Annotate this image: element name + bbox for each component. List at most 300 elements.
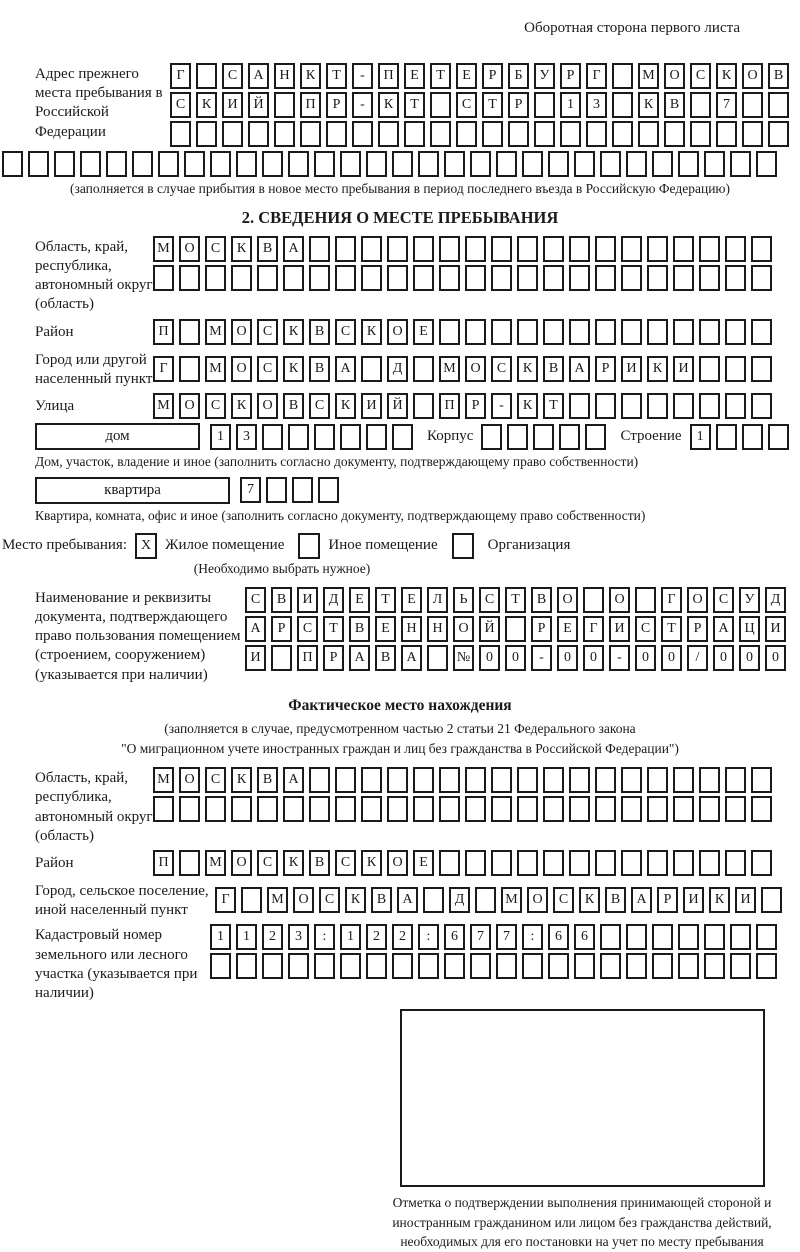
char-cell[interactable]: В — [271, 587, 292, 613]
char-cell[interactable] — [638, 121, 659, 147]
char-cell[interactable]: В — [664, 92, 685, 118]
char-cell[interactable] — [652, 953, 673, 979]
char-cell[interactable]: П — [439, 393, 460, 419]
char-cell[interactable]: И — [609, 616, 630, 642]
char-cell[interactable]: 3 — [236, 424, 257, 450]
char-cell[interactable] — [465, 319, 486, 345]
char-cell[interactable]: К — [378, 92, 399, 118]
char-cell[interactable] — [392, 424, 413, 450]
char-cell[interactable] — [340, 953, 361, 979]
char-cell[interactable] — [309, 767, 330, 793]
char-cell[interactable] — [413, 236, 434, 262]
char-cell[interactable]: К — [647, 356, 668, 382]
char-cell[interactable] — [179, 850, 200, 876]
char-cell[interactable] — [673, 850, 694, 876]
char-cell[interactable] — [768, 92, 789, 118]
char-cell[interactable] — [326, 121, 347, 147]
char-cell[interactable] — [444, 953, 465, 979]
char-cell[interactable] — [470, 151, 491, 177]
char-cell[interactable]: П — [378, 63, 399, 89]
char-cell[interactable] — [465, 796, 486, 822]
char-cell[interactable]: Й — [479, 616, 500, 642]
char-cell[interactable]: К — [579, 887, 600, 913]
char-cell[interactable] — [361, 767, 382, 793]
char-cell[interactable] — [647, 767, 668, 793]
char-cell[interactable]: Ь — [453, 587, 474, 613]
char-cell[interactable]: К — [231, 393, 252, 419]
char-cell[interactable]: Е — [413, 319, 434, 345]
char-cell[interactable] — [236, 953, 257, 979]
char-cell[interactable] — [569, 767, 590, 793]
char-cell[interactable] — [262, 953, 283, 979]
char-cell[interactable] — [210, 953, 231, 979]
char-cell[interactable]: О — [231, 319, 252, 345]
char-cell[interactable]: - — [352, 92, 373, 118]
char-cell[interactable] — [241, 887, 262, 913]
char-cell[interactable] — [340, 424, 361, 450]
char-cell[interactable]: Р — [508, 92, 529, 118]
char-cell[interactable]: В — [309, 356, 330, 382]
char-cell[interactable] — [288, 151, 309, 177]
char-cell[interactable]: О — [687, 587, 708, 613]
char-cell[interactable] — [595, 796, 616, 822]
char-cell[interactable] — [612, 92, 633, 118]
char-cell[interactable] — [404, 121, 425, 147]
char-cell[interactable] — [725, 850, 746, 876]
char-cell[interactable] — [673, 393, 694, 419]
char-cell[interactable]: 6 — [444, 924, 465, 950]
char-cell[interactable]: - — [531, 645, 552, 671]
char-cell[interactable] — [756, 924, 777, 950]
char-cell[interactable] — [465, 265, 486, 291]
char-cell[interactable] — [751, 850, 772, 876]
char-cell[interactable] — [262, 424, 283, 450]
char-cell[interactable]: П — [297, 645, 318, 671]
char-cell[interactable]: Т — [505, 587, 526, 613]
char-cell[interactable]: А — [248, 63, 269, 89]
char-cell[interactable]: 2 — [262, 924, 283, 950]
char-cell[interactable] — [761, 887, 782, 913]
char-cell[interactable]: : — [314, 924, 335, 950]
char-cell[interactable] — [543, 850, 564, 876]
char-cell[interactable] — [361, 265, 382, 291]
char-cell[interactable] — [730, 953, 751, 979]
char-cell[interactable] — [179, 796, 200, 822]
char-cell[interactable]: В — [768, 63, 789, 89]
char-cell[interactable]: И — [673, 356, 694, 382]
char-cell[interactable] — [106, 151, 127, 177]
char-cell[interactable] — [465, 850, 486, 876]
char-cell[interactable]: К — [638, 92, 659, 118]
char-cell[interactable] — [751, 767, 772, 793]
char-cell[interactable] — [690, 121, 711, 147]
char-cell[interactable] — [439, 796, 460, 822]
char-cell[interactable]: И — [621, 356, 642, 382]
char-cell[interactable]: О — [179, 236, 200, 262]
char-cell[interactable] — [517, 265, 538, 291]
char-cell[interactable]: 2 — [392, 924, 413, 950]
char-cell[interactable]: М — [205, 356, 226, 382]
char-cell[interactable]: Т — [482, 92, 503, 118]
char-cell[interactable]: 7 — [496, 924, 517, 950]
char-cell[interactable] — [569, 393, 590, 419]
char-cell[interactable] — [132, 151, 153, 177]
char-cell[interactable] — [366, 151, 387, 177]
char-cell[interactable]: О — [179, 393, 200, 419]
char-cell[interactable] — [423, 887, 444, 913]
char-cell[interactable] — [664, 121, 685, 147]
char-cell[interactable] — [335, 767, 356, 793]
char-cell[interactable]: 7 — [240, 477, 261, 503]
char-cell[interactable] — [361, 796, 382, 822]
char-cell[interactable] — [517, 767, 538, 793]
char-cell[interactable] — [274, 121, 295, 147]
char-cell[interactable]: А — [245, 616, 266, 642]
char-cell[interactable] — [716, 424, 737, 450]
char-cell[interactable]: Н — [427, 616, 448, 642]
char-cell[interactable]: С — [205, 393, 226, 419]
char-cell[interactable] — [465, 767, 486, 793]
char-cell[interactable]: И — [765, 616, 786, 642]
char-cell[interactable]: Р — [326, 92, 347, 118]
char-cell[interactable]: В — [257, 236, 278, 262]
char-cell[interactable] — [730, 151, 751, 177]
char-cell[interactable] — [742, 121, 763, 147]
char-cell[interactable] — [751, 319, 772, 345]
char-cell[interactable] — [170, 121, 191, 147]
char-cell[interactable] — [586, 121, 607, 147]
char-cell[interactable]: 1 — [690, 424, 711, 450]
char-cell[interactable] — [635, 587, 656, 613]
char-cell[interactable] — [335, 265, 356, 291]
char-cell[interactable]: Б — [508, 63, 529, 89]
char-cell[interactable] — [482, 121, 503, 147]
char-cell[interactable] — [309, 796, 330, 822]
char-cell[interactable] — [647, 796, 668, 822]
char-cell[interactable]: Г — [153, 356, 174, 382]
char-cell[interactable] — [756, 953, 777, 979]
char-cell[interactable] — [704, 151, 725, 177]
char-cell[interactable]: С — [205, 767, 226, 793]
char-cell[interactable]: К — [517, 393, 538, 419]
char-cell[interactable] — [548, 953, 569, 979]
char-cell[interactable]: О — [465, 356, 486, 382]
char-cell[interactable]: М — [205, 850, 226, 876]
char-cell[interactable]: А — [631, 887, 652, 913]
char-cell[interactable] — [352, 121, 373, 147]
char-cell[interactable] — [534, 92, 555, 118]
char-cell[interactable]: К — [196, 92, 217, 118]
char-cell[interactable] — [673, 767, 694, 793]
char-cell[interactable] — [257, 265, 278, 291]
char-cell[interactable]: И — [297, 587, 318, 613]
char-cell[interactable] — [517, 236, 538, 262]
char-cell[interactable] — [456, 121, 477, 147]
char-cell[interactable]: Р — [465, 393, 486, 419]
char-cell[interactable] — [699, 796, 720, 822]
char-cell[interactable] — [569, 796, 590, 822]
char-cell[interactable]: С — [257, 319, 278, 345]
char-cell[interactable] — [153, 796, 174, 822]
char-cell[interactable]: Г — [661, 587, 682, 613]
char-cell[interactable]: Ц — [739, 616, 760, 642]
char-cell[interactable] — [751, 236, 772, 262]
char-cell[interactable]: В — [349, 616, 370, 642]
char-cell[interactable] — [751, 265, 772, 291]
char-cell[interactable] — [756, 151, 777, 177]
char-cell[interactable]: О — [293, 887, 314, 913]
char-cell[interactable] — [413, 796, 434, 822]
char-cell[interactable]: Й — [248, 92, 269, 118]
char-cell[interactable]: С — [170, 92, 191, 118]
char-cell[interactable] — [559, 424, 580, 450]
char-cell[interactable]: М — [205, 319, 226, 345]
char-cell[interactable]: К — [716, 63, 737, 89]
char-cell[interactable]: 6 — [548, 924, 569, 950]
char-cell[interactable]: 0 — [583, 645, 604, 671]
char-cell[interactable] — [439, 236, 460, 262]
char-cell[interactable]: С — [553, 887, 574, 913]
char-cell[interactable] — [716, 121, 737, 147]
char-cell[interactable] — [522, 953, 543, 979]
char-cell[interactable]: В — [531, 587, 552, 613]
char-cell[interactable]: И — [222, 92, 243, 118]
char-cell[interactable] — [673, 236, 694, 262]
char-cell[interactable]: 0 — [635, 645, 656, 671]
char-cell[interactable]: С — [335, 850, 356, 876]
char-cell[interactable] — [768, 121, 789, 147]
char-cell[interactable] — [387, 265, 408, 291]
char-cell[interactable] — [361, 236, 382, 262]
char-cell[interactable] — [534, 121, 555, 147]
char-cell[interactable]: С — [309, 393, 330, 419]
char-cell[interactable]: У — [534, 63, 555, 89]
char-cell[interactable]: 0 — [557, 645, 578, 671]
char-cell[interactable]: Г — [586, 63, 607, 89]
char-cell[interactable]: - — [491, 393, 512, 419]
char-cell[interactable] — [491, 236, 512, 262]
char-cell[interactable] — [205, 265, 226, 291]
char-cell[interactable] — [335, 236, 356, 262]
char-cell[interactable] — [699, 767, 720, 793]
char-cell[interactable]: О — [527, 887, 548, 913]
char-cell[interactable] — [309, 236, 330, 262]
char-cell[interactable] — [652, 151, 673, 177]
char-cell[interactable] — [314, 953, 335, 979]
char-cell[interactable]: 0 — [661, 645, 682, 671]
char-cell[interactable]: Р — [271, 616, 292, 642]
char-cell[interactable] — [678, 924, 699, 950]
char-cell[interactable] — [366, 953, 387, 979]
organization-checkbox[interactable] — [452, 533, 474, 559]
char-cell[interactable]: О — [557, 587, 578, 613]
char-cell[interactable] — [647, 850, 668, 876]
char-cell[interactable]: № — [453, 645, 474, 671]
char-cell[interactable]: Г — [583, 616, 604, 642]
char-cell[interactable]: К — [361, 850, 382, 876]
char-cell[interactable] — [725, 393, 746, 419]
char-cell[interactable] — [548, 151, 569, 177]
char-cell[interactable]: 6 — [574, 924, 595, 950]
char-cell[interactable] — [751, 393, 772, 419]
char-cell[interactable] — [413, 767, 434, 793]
char-cell[interactable]: О — [609, 587, 630, 613]
char-cell[interactable]: 1 — [210, 424, 231, 450]
char-cell[interactable] — [699, 356, 720, 382]
char-cell[interactable]: Р — [482, 63, 503, 89]
char-cell[interactable] — [196, 121, 217, 147]
char-cell[interactable]: В — [371, 887, 392, 913]
char-cell[interactable] — [569, 319, 590, 345]
char-cell[interactable] — [205, 796, 226, 822]
char-cell[interactable]: О — [664, 63, 685, 89]
char-cell[interactable] — [647, 236, 668, 262]
char-cell[interactable]: К — [231, 236, 252, 262]
char-cell[interactable] — [699, 319, 720, 345]
char-cell[interactable] — [600, 151, 621, 177]
char-cell[interactable] — [413, 356, 434, 382]
char-cell[interactable]: Р — [560, 63, 581, 89]
char-cell[interactable] — [621, 265, 642, 291]
char-cell[interactable] — [522, 151, 543, 177]
char-cell[interactable]: И — [735, 887, 756, 913]
char-cell[interactable]: К — [361, 319, 382, 345]
char-cell[interactable]: П — [153, 319, 174, 345]
char-cell[interactable]: М — [439, 356, 460, 382]
char-cell[interactable] — [543, 796, 564, 822]
char-cell[interactable] — [413, 393, 434, 419]
char-cell[interactable] — [725, 796, 746, 822]
char-cell[interactable]: 3 — [586, 92, 607, 118]
char-cell[interactable] — [595, 767, 616, 793]
char-cell[interactable] — [387, 796, 408, 822]
char-cell[interactable] — [704, 924, 725, 950]
char-cell[interactable]: О — [387, 850, 408, 876]
char-cell[interactable] — [621, 767, 642, 793]
char-cell[interactable] — [585, 424, 606, 450]
char-cell[interactable]: С — [222, 63, 243, 89]
char-cell[interactable]: 3 — [288, 924, 309, 950]
char-cell[interactable]: Н — [274, 63, 295, 89]
char-cell[interactable]: Д — [765, 587, 786, 613]
char-cell[interactable] — [725, 236, 746, 262]
char-cell[interactable] — [179, 356, 200, 382]
char-cell[interactable]: С — [297, 616, 318, 642]
char-cell[interactable] — [560, 121, 581, 147]
char-cell[interactable]: Т — [323, 616, 344, 642]
char-cell[interactable]: А — [349, 645, 370, 671]
char-cell[interactable]: М — [501, 887, 522, 913]
char-cell[interactable] — [288, 424, 309, 450]
char-cell[interactable]: К — [283, 850, 304, 876]
char-cell[interactable]: О — [387, 319, 408, 345]
char-cell[interactable] — [392, 953, 413, 979]
char-cell[interactable] — [600, 924, 621, 950]
char-cell[interactable]: С — [713, 587, 734, 613]
char-cell[interactable] — [543, 319, 564, 345]
char-cell[interactable] — [439, 265, 460, 291]
char-cell[interactable]: В — [543, 356, 564, 382]
char-cell[interactable] — [517, 319, 538, 345]
char-cell[interactable] — [387, 236, 408, 262]
char-cell[interactable]: 0 — [739, 645, 760, 671]
char-cell[interactable] — [491, 319, 512, 345]
char-cell[interactable] — [768, 424, 789, 450]
char-cell[interactable]: / — [687, 645, 708, 671]
char-cell[interactable] — [621, 796, 642, 822]
char-cell[interactable] — [647, 319, 668, 345]
char-cell[interactable] — [517, 850, 538, 876]
char-cell[interactable]: П — [153, 850, 174, 876]
char-cell[interactable] — [288, 953, 309, 979]
char-cell[interactable] — [491, 265, 512, 291]
char-cell[interactable] — [314, 151, 335, 177]
char-cell[interactable]: : — [522, 924, 543, 950]
char-cell[interactable]: Т — [326, 63, 347, 89]
char-cell[interactable] — [28, 151, 49, 177]
char-cell[interactable] — [378, 121, 399, 147]
char-cell[interactable]: 2 — [366, 924, 387, 950]
char-cell[interactable] — [158, 151, 179, 177]
char-cell[interactable]: Н — [401, 616, 422, 642]
char-cell[interactable] — [673, 265, 694, 291]
char-cell[interactable]: 7 — [716, 92, 737, 118]
char-cell[interactable]: К — [283, 319, 304, 345]
char-cell[interactable]: Р — [323, 645, 344, 671]
char-cell[interactable] — [699, 236, 720, 262]
char-cell[interactable] — [704, 953, 725, 979]
char-cell[interactable]: К — [335, 393, 356, 419]
char-cell[interactable]: Д — [387, 356, 408, 382]
char-cell[interactable]: В — [257, 767, 278, 793]
char-cell[interactable]: Е — [401, 587, 422, 613]
char-cell[interactable]: М — [153, 236, 174, 262]
char-cell[interactable] — [751, 356, 772, 382]
char-cell[interactable]: С — [491, 356, 512, 382]
char-cell[interactable] — [318, 477, 339, 503]
char-cell[interactable] — [678, 953, 699, 979]
char-cell[interactable]: М — [153, 767, 174, 793]
char-cell[interactable] — [439, 319, 460, 345]
char-cell[interactable] — [262, 151, 283, 177]
char-cell[interactable] — [699, 265, 720, 291]
char-cell[interactable]: И — [361, 393, 382, 419]
char-cell[interactable] — [725, 356, 746, 382]
char-cell[interactable]: Е — [349, 587, 370, 613]
char-cell[interactable] — [647, 393, 668, 419]
char-cell[interactable]: М — [267, 887, 288, 913]
char-cell[interactable]: И — [683, 887, 704, 913]
char-cell[interactable] — [427, 645, 448, 671]
char-cell[interactable] — [470, 953, 491, 979]
char-cell[interactable] — [505, 616, 526, 642]
char-cell[interactable] — [392, 151, 413, 177]
char-cell[interactable] — [236, 151, 257, 177]
char-cell[interactable]: А — [283, 767, 304, 793]
char-cell[interactable]: К — [517, 356, 538, 382]
char-cell[interactable]: О — [179, 767, 200, 793]
char-cell[interactable] — [248, 121, 269, 147]
char-cell[interactable] — [418, 151, 439, 177]
char-cell[interactable]: О — [231, 850, 252, 876]
char-cell[interactable] — [222, 121, 243, 147]
char-cell[interactable] — [257, 796, 278, 822]
char-cell[interactable] — [621, 319, 642, 345]
residential-checkbox[interactable]: X — [135, 533, 157, 559]
char-cell[interactable] — [543, 236, 564, 262]
char-cell[interactable]: С — [245, 587, 266, 613]
char-cell[interactable] — [725, 265, 746, 291]
